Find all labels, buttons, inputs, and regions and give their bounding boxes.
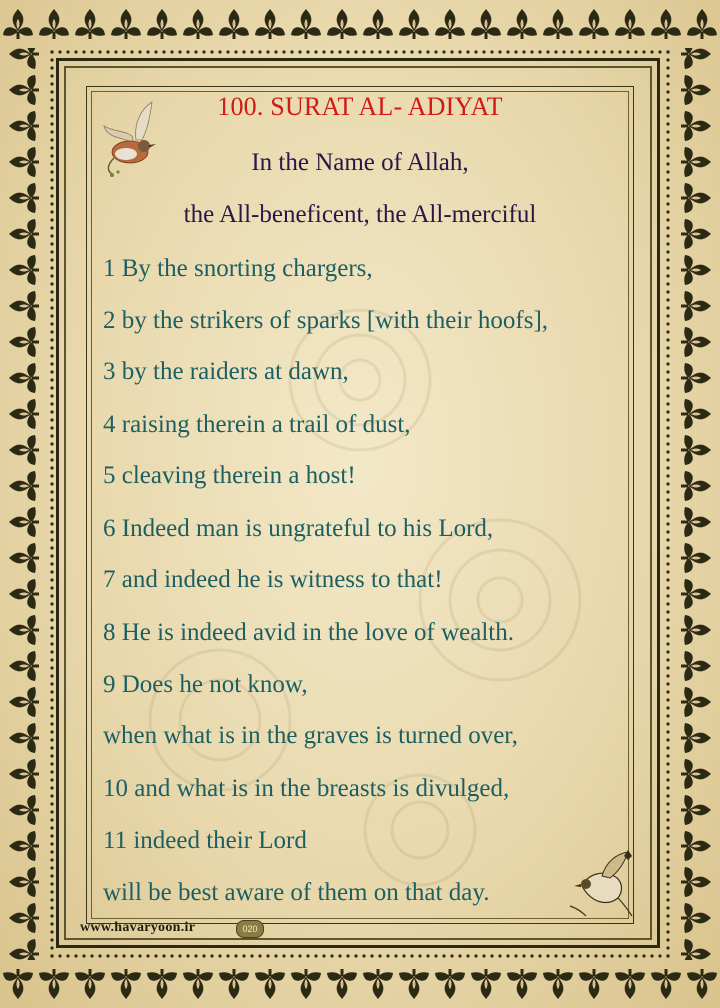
verse-7: 7 and indeed he is witness to that! (103, 566, 443, 593)
verse-11: 11 indeed their Lord (103, 827, 307, 854)
basmala-line-2: the All-beneficent, the All-merciful (183, 201, 537, 228)
verse-1: 1 By the snorting chargers, (103, 255, 373, 282)
page-number-badge: 020 (236, 920, 264, 938)
website-link[interactable]: www.havaryoon.ir (80, 920, 196, 935)
verse-10: 10 and what is in the breasts is divulged, (103, 775, 510, 802)
verse-5: 5 cleaving therein a host! (103, 462, 356, 489)
bird-illustration (562, 846, 638, 920)
verse-8: 8 He is indeed avid in the love of wealth. (103, 619, 514, 646)
basmala-line-1: In the Name of Allah, (251, 149, 469, 176)
verse-4: 4 raising therein a trail of dust, (103, 411, 411, 438)
verse-11-continued: will be best aware of them on that day. (103, 879, 490, 906)
verse-2: 2 by the strikers of sparks [with their hoofs], (103, 307, 549, 334)
verse-9: 9 Does he not know, (103, 671, 308, 698)
verse-9-continued: when what is in the graves is turned over, (103, 722, 518, 749)
verse-6: 6 Indeed man is ungrateful to his Lord, (103, 515, 494, 542)
verse-3: 3 by the raiders at dawn, (103, 358, 349, 385)
surah-title: 100. SURAT AL- ADIYAT (217, 92, 503, 121)
